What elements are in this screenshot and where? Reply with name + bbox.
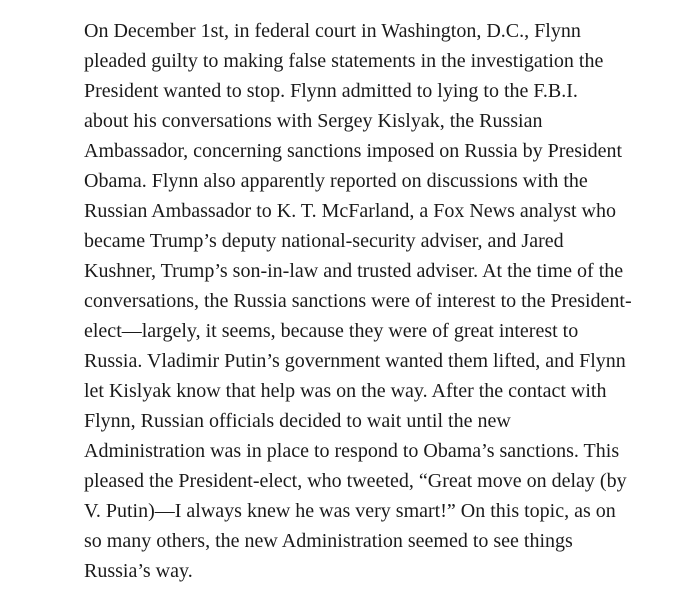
paragraph-line: pleaded guilty to making false statements in the investigation the [84, 50, 604, 72]
paragraph-line: V. Putin)—I always knew he was very smart!” On this topic, as on [84, 500, 616, 522]
paragraph-line: Russian Ambassador to K. T. McFarland, a Fox News analyst who [84, 200, 616, 222]
paragraph-line: Kushner, Trump’s son-in-law and trusted adviser. At the time of the [84, 260, 624, 282]
paragraph-line: pleased the President-elect, who tweeted, “Great move on delay (by [84, 470, 627, 492]
paragraph-line: Administration was in place to respond to Obama’s sanctions. This [84, 440, 620, 462]
paragraph-line: Russia. Vladimir Putin’s government wanted them lifted, and Flynn [84, 350, 626, 372]
paragraph-line: President wanted to stop. Flynn admitted to lying to the F.B.I. [84, 80, 578, 102]
paragraph-line: let Kislyak know that help was on the way. After the contact with [84, 380, 607, 402]
paragraph-line: so many others, the new Administration seemed to see things [84, 530, 573, 552]
paragraph-line: Obama. Flynn also apparently reported on discussions with the [84, 170, 588, 192]
paragraph-line: conversations, the Russia sanctions were of interest to the President- [84, 290, 632, 312]
paragraph-line: elect—largely, it seems, because they were of great interest to [84, 320, 579, 342]
paragraph-line: On December 1st, in federal court in Washington, D.C., Flynn [84, 20, 581, 42]
article-paragraph [84, 16, 684, 586]
paragraph-line: Russia’s way. [84, 560, 193, 582]
paragraph-line: Flynn, Russian officials decided to wait until the new [84, 410, 511, 432]
paragraph-line: became Trump’s deputy national-security adviser, and Jared [84, 230, 564, 252]
paragraph-line: Ambassador, concerning sanctions imposed on Russia by President [84, 140, 623, 162]
paragraph-line: about his conversations with Sergey Kislyak, the Russian [84, 110, 543, 132]
